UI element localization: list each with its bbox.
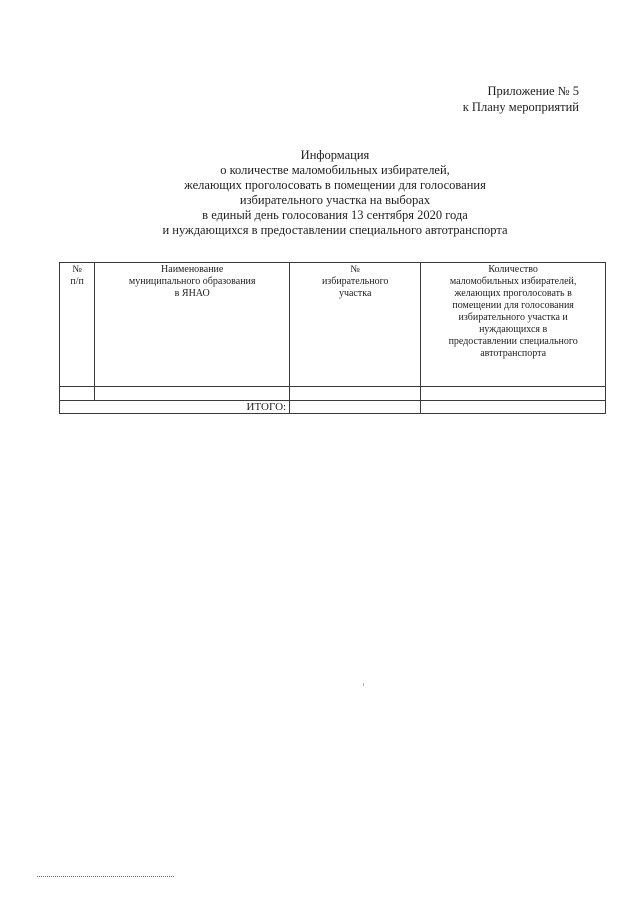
appendix-reference: [463, 83, 579, 115]
header-line: помещении для голосования: [452, 300, 574, 311]
voters-info-table: [59, 262, 606, 414]
title-line: желающих проголосовать в помещении для голосования: [184, 178, 486, 192]
table-cell: [421, 387, 606, 401]
title-line: и нуждающихся в предоставлении специального автотранспорта: [162, 223, 508, 237]
header-precinct-number: [290, 263, 421, 387]
header-line: избирательного: [321, 276, 389, 287]
header-line: №: [72, 264, 82, 275]
header-line: маломобильных избирателей,: [449, 276, 577, 287]
header-line: в ЯНАО: [174, 288, 210, 299]
table-cell: [95, 387, 290, 401]
header-line: избирательного участка и: [458, 312, 568, 323]
table-row: [60, 387, 606, 401]
header-row-number: [60, 263, 95, 387]
header-line: Количество: [488, 264, 538, 275]
table-cell: [60, 387, 95, 401]
title-line: в единый день голосования 13 сентября 2020 года: [202, 208, 468, 222]
header-line: п/п: [70, 276, 84, 287]
title-heading: Информация: [300, 148, 370, 162]
total-row: [60, 401, 606, 414]
title-line: избирательного участка на выборах: [239, 193, 431, 207]
header-line: муниципального образования: [128, 276, 256, 287]
title-line: о количестве маломобильных избирателей,: [220, 163, 450, 177]
total-cell: [290, 401, 421, 414]
header-line: Наименование: [161, 264, 224, 275]
appendix-number: Приложение № 5: [487, 84, 579, 98]
appendix-plan-reference: к Плану мероприятий: [462, 100, 579, 114]
table-cell: [290, 387, 421, 401]
header-line: предоставлении специального: [448, 336, 578, 347]
header-voter-count: [421, 263, 606, 387]
scan-speck: [363, 683, 364, 686]
header-municipality: [95, 263, 290, 387]
footer-rule: [37, 876, 174, 877]
header-line: желающих проголосовать в: [454, 288, 572, 299]
header-line: №: [350, 264, 360, 275]
header-line: нуждающихся в: [479, 324, 548, 335]
table-header-row: [60, 263, 606, 387]
total-label: ИТОГО:: [60, 401, 290, 414]
total-cell: [421, 401, 606, 414]
header-line: участка: [338, 288, 372, 299]
document-title: [60, 148, 610, 238]
header-line: автотранспорта: [480, 348, 547, 359]
